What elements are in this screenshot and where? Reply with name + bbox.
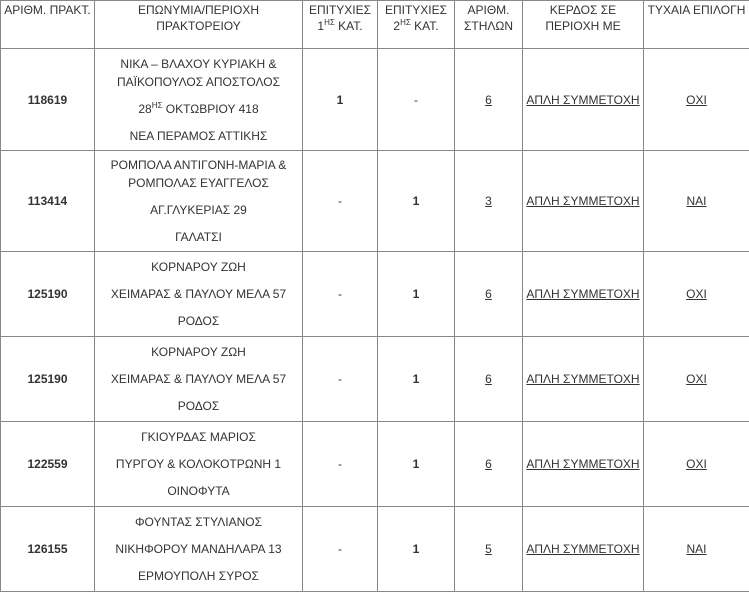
columns-link[interactable]: 6 <box>485 287 492 301</box>
header-cat2: ΕΠΙΤΥΧΙΕΣ $2^{H\Sigma}$ ΚΑΤ. <box>378 1 455 49</box>
gain-link-cell <box>523 151 644 252</box>
table-row <box>1 422 749 507</box>
cat2-wins: 1 <box>378 151 455 252</box>
agency-area: ΟΙΝΟΦΥΤΑ <box>167 484 230 498</box>
agency-address: $28^{H\Sigma}$ ΟΚΤΩΒΡΙΟΥ 418 <box>138 100 259 116</box>
header-columns: ΑΡΙΘΜ. ΣΤΗΛΩΝ <box>455 1 523 49</box>
agency-name-line1: ΦΟΥΝΤΑΣ ΣΤΥΛΙΑΝΟΣ <box>134 515 263 529</box>
cat1-wins: - <box>303 422 378 507</box>
agency-name-line1: ΓΚΙΟΥΡΔΑΣ ΜΑΡΙΟΣ <box>141 430 256 444</box>
gain-link-cell <box>523 337 644 422</box>
columns-link[interactable]: 3 <box>485 194 492 208</box>
agency-address: ΑΓ.ΓΛΥΚΕΡΙΑΣ 29 <box>150 203 247 217</box>
columns-link-cell <box>455 507 523 592</box>
cat1-wins: - <box>303 151 378 252</box>
agency-info <box>95 337 303 422</box>
agency-info <box>95 151 303 252</box>
practice-number: 125190 <box>1 252 95 337</box>
agency-address: ΠΥΡΓΟΥ & ΚΟΛΟΚΟΤΡΩΝΗ 1 <box>115 457 282 471</box>
cat2-wins: 1 <box>378 337 455 422</box>
columns-link[interactable]: 6 <box>485 372 492 386</box>
header-random: ΤΥΧΑΙΑ ΕΠΙΛΟΓΗ <box>644 1 749 49</box>
cat2-wins: - <box>378 49 455 151</box>
cat1-wins: - <box>303 507 378 592</box>
agency-name-line2: ΡΟΜΠΟΛΑΣ ΕΥΑΓΓΕΛΟΣ <box>128 176 269 190</box>
gain-link-cell <box>523 422 644 507</box>
gain-link[interactable]: ΑΠΛΗ ΣΥΜΜΕΤΟΧΗ <box>526 92 640 107</box>
table-row <box>1 337 749 422</box>
random-link-cell <box>644 252 749 337</box>
random-link[interactable]: ΟΧΙ <box>686 372 707 386</box>
random-link-cell <box>644 337 749 422</box>
agency-info <box>95 252 303 337</box>
agency-address: ΧΕΙΜΑΡΑΣ & ΠΑΥΛΟΥ ΜΕΛΑ 57 <box>110 287 287 301</box>
random-link[interactable]: ΝΑΙ <box>686 542 707 556</box>
table-row <box>1 49 749 151</box>
random-link[interactable]: ΟΧΙ <box>686 92 707 107</box>
agency-name-line2: ΠΑΪΚΟΠΟΥΛΟΣ ΑΠΟΣΤΟΛΟΣ <box>116 74 281 89</box>
gain-link[interactable]: ΑΠΛΗ ΣΥΜΜΕΤΟΧΗ <box>526 542 640 556</box>
columns-link-cell <box>455 49 523 151</box>
gain-link[interactable]: ΑΠΛΗ ΣΥΜΜΕΤΟΧΗ <box>526 194 640 208</box>
cat2-wins: 1 <box>378 507 455 592</box>
cat1-wins: 1 <box>303 49 378 151</box>
gain-link-cell <box>523 252 644 337</box>
table-row <box>1 151 749 252</box>
agency-address: ΝΙΚΗΦΟΡΟΥ ΜΑΝΔΗΛΑΡΑ 13 <box>115 542 282 556</box>
cat2-wins: 1 <box>378 252 455 337</box>
random-link-cell <box>644 422 749 507</box>
cat2-wins: 1 <box>378 422 455 507</box>
table-row <box>1 252 749 337</box>
table-row <box>1 507 749 592</box>
agency-area: ΕΡΜΟΥΠΟΛΗ ΣΥΡΟΣ <box>138 569 259 583</box>
agency-name-line1: ΚΟΡΝΑΡΟΥ ΖΩΗ <box>151 345 246 359</box>
practice-number: 122559 <box>1 422 95 507</box>
cat1-wins: - <box>303 337 378 422</box>
header-name-area: ΕΠΩΝΥΜΙΑ/ΠΕΡΙΟΧΗ ΠΡΑΚΤΟΡΕΙΟΥ <box>95 1 303 49</box>
agency-name-line1: ΡΟΜΠΟΛΑ ΑΝΤΙΓΟΝΗ-ΜΑΡΙΑ & <box>110 158 287 172</box>
gain-link-cell <box>523 49 644 151</box>
random-link[interactable]: ΟΧΙ <box>686 287 707 301</box>
columns-link[interactable]: 6 <box>485 92 492 107</box>
header-row <box>1 1 749 49</box>
practice-number: 125190 <box>1 337 95 422</box>
agency-area: ΝΕΑ ΠΕΡΑΜΟΣ ΑΤΤΙΚΗΣ <box>129 128 268 143</box>
header-practice-no: ΑΡΙΘΜ. ΠΡΑΚΤ. <box>1 1 95 49</box>
gain-link-cell <box>523 507 644 592</box>
columns-link[interactable]: 5 <box>485 542 492 556</box>
columns-link-cell <box>455 252 523 337</box>
practice-number: 113414 <box>1 151 95 252</box>
practice-number: 118619 <box>1 49 95 151</box>
header-gain: ΚΕΡΔΟΣ ΣΕ ΠΕΡΙΟΧΗ ΜΕ <box>523 1 644 49</box>
agency-name-line1: ΝΙΚΑ – ΒΛΑΧΟΥ ΚΥΡΙΑΚΗ & <box>120 56 277 71</box>
random-link[interactable]: ΝΑΙ <box>686 194 707 208</box>
practice-number: 126155 <box>1 507 95 592</box>
agency-address: ΧΕΙΜΑΡΑΣ & ΠΑΥΛΟΥ ΜΕΛΑ 57 <box>110 372 287 386</box>
random-link-cell <box>644 151 749 252</box>
gain-link[interactable]: ΑΠΛΗ ΣΥΜΜΕΤΟΧΗ <box>526 372 640 386</box>
agency-name-line1: ΚΟΡΝΑΡΟΥ ΖΩΗ <box>151 260 246 274</box>
agency-area: ΡΟΔΟΣ <box>177 399 220 413</box>
gain-link[interactable]: ΑΠΛΗ ΣΥΜΜΕΤΟΧΗ <box>526 457 640 471</box>
columns-link[interactable]: 6 <box>485 457 492 471</box>
header-cat1: ΕΠΙΤΥΧΙΕΣ $1^{H\Sigma}$ ΚΑΤ. <box>303 1 378 49</box>
random-link[interactable]: ΟΧΙ <box>686 457 707 471</box>
columns-link-cell <box>455 151 523 252</box>
columns-link-cell <box>455 422 523 507</box>
gain-link[interactable]: ΑΠΛΗ ΣΥΜΜΕΤΟΧΗ <box>526 287 640 301</box>
agency-area: ΡΟΔΟΣ <box>177 314 220 328</box>
agency-info <box>95 49 303 151</box>
agency-info <box>95 507 303 592</box>
columns-link-cell <box>455 337 523 422</box>
cat1-wins: - <box>303 252 378 337</box>
random-link-cell <box>644 49 749 151</box>
agency-area: ΓΑΛΑΤΣΙ <box>175 230 222 244</box>
random-link-cell <box>644 507 749 592</box>
agency-info <box>95 422 303 507</box>
